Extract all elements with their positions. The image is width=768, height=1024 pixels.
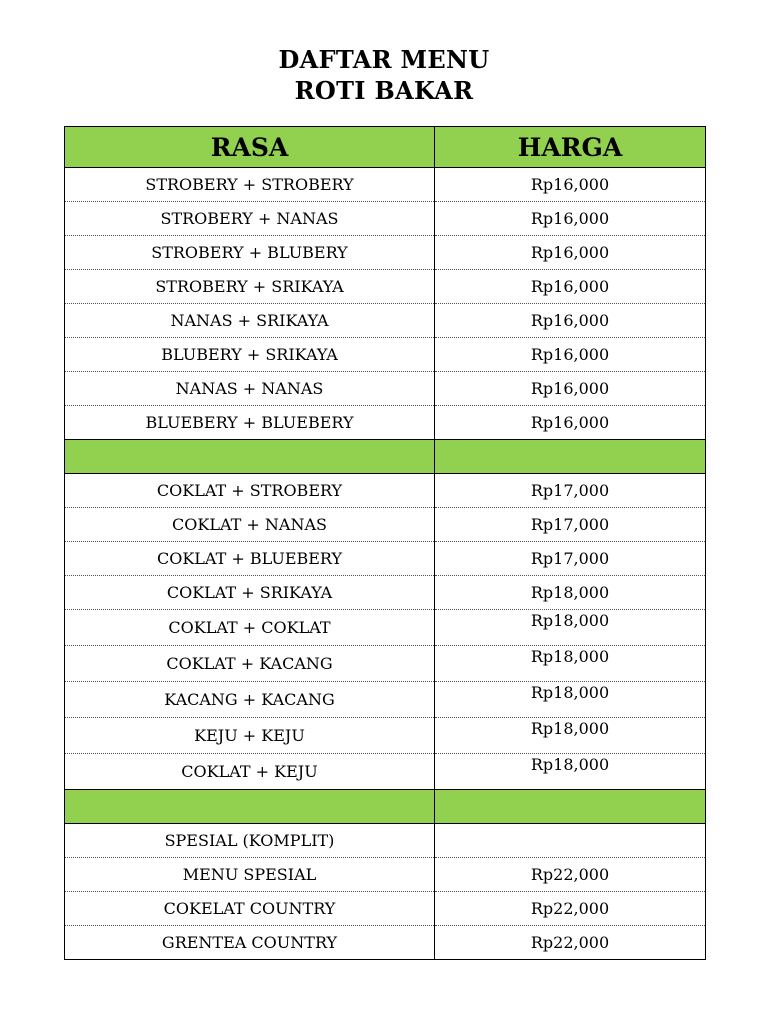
harga-cell: Rp18,000 [435, 646, 706, 682]
table-row [65, 508, 706, 542]
green-separator-row [65, 790, 706, 824]
table-row [65, 824, 706, 858]
column-header-harga: HARGA [435, 127, 706, 168]
harga-cell: Rp18,000 [435, 682, 706, 718]
title-line-1: DAFTAR MENU [278, 45, 490, 74]
table-row [65, 926, 706, 960]
harga-cell: Rp17,000 [435, 508, 706, 542]
separator-cell [65, 790, 435, 824]
rasa-cell: KEJU + KEJU [65, 718, 435, 754]
table-row [65, 270, 706, 304]
document-title [0, 44, 768, 106]
rasa-cell: NANAS + NANAS [65, 372, 435, 406]
table-row [65, 372, 706, 406]
table-row [65, 236, 706, 270]
harga-cell: Rp22,000 [435, 892, 706, 926]
menu-table [64, 126, 706, 960]
green-separator-row [65, 440, 706, 474]
rasa-cell: GRENTEA COUNTRY [65, 926, 435, 960]
rasa-cell: STROBERY + SRIKAYA [65, 270, 435, 304]
table-row [65, 646, 706, 682]
rasa-cell: MENU SPESIAL [65, 858, 435, 892]
harga-cell: Rp18,000 [435, 576, 706, 610]
table-row [65, 682, 706, 718]
harga-cell: Rp16,000 [435, 270, 706, 304]
table-row [65, 542, 706, 576]
harga-cell: Rp16,000 [435, 338, 706, 372]
rasa-cell: COKLAT + KACANG [65, 646, 435, 682]
separator-cell [435, 440, 706, 474]
table-row [65, 576, 706, 610]
table-row [65, 754, 706, 790]
harga-cell: Rp18,000 [435, 718, 706, 754]
harga-cell: Rp16,000 [435, 168, 706, 202]
harga-cell: Rp16,000 [435, 304, 706, 338]
table-row [65, 304, 706, 338]
rasa-cell: COKLAT + COKLAT [65, 610, 435, 646]
rasa-cell: KACANG + KACANG [65, 682, 435, 718]
table-row [65, 202, 706, 236]
separator-cell [65, 440, 435, 474]
rasa-cell: COKLAT + BLUEBERY [65, 542, 435, 576]
table-row [65, 610, 706, 646]
rasa-cell: COKELAT COUNTRY [65, 892, 435, 926]
harga-cell: Rp18,000 [435, 754, 706, 790]
harga-cell: Rp16,000 [435, 372, 706, 406]
rasa-cell: SPESIAL (KOMPLIT) [65, 824, 435, 858]
harga-cell [435, 824, 706, 858]
title-line-2: ROTI BAKAR [294, 76, 474, 105]
rasa-cell: COKLAT + NANAS [65, 508, 435, 542]
table-row [65, 718, 706, 754]
harga-cell: Rp22,000 [435, 858, 706, 892]
column-header-rasa: RASA [65, 127, 435, 168]
table-row [65, 338, 706, 372]
rasa-cell: COKLAT + STROBERY [65, 474, 435, 508]
harga-cell: Rp18,000 [435, 610, 706, 646]
table-row [65, 892, 706, 926]
harga-cell: Rp17,000 [435, 474, 706, 508]
separator-cell [435, 790, 706, 824]
rasa-cell: STROBERY + STROBERY [65, 168, 435, 202]
rasa-cell: STROBERY + NANAS [65, 202, 435, 236]
rasa-cell: STROBERY + BLUBERY [65, 236, 435, 270]
rasa-cell: COKLAT + SRIKAYA [65, 576, 435, 610]
table-row [65, 406, 706, 440]
harga-cell: Rp16,000 [435, 406, 706, 440]
rasa-cell: BLUBERY + SRIKAYA [65, 338, 435, 372]
table-row [65, 858, 706, 892]
rasa-cell: NANAS + SRIKAYA [65, 304, 435, 338]
harga-cell: Rp16,000 [435, 236, 706, 270]
harga-cell: Rp22,000 [435, 926, 706, 960]
table-row [65, 168, 706, 202]
table-row [65, 474, 706, 508]
rasa-cell: BLUEBERY + BLUEBERY [65, 406, 435, 440]
harga-cell: Rp16,000 [435, 202, 706, 236]
harga-cell: Rp17,000 [435, 542, 706, 576]
rasa-cell: COKLAT + KEJU [65, 754, 435, 790]
table-header-row [65, 127, 706, 168]
